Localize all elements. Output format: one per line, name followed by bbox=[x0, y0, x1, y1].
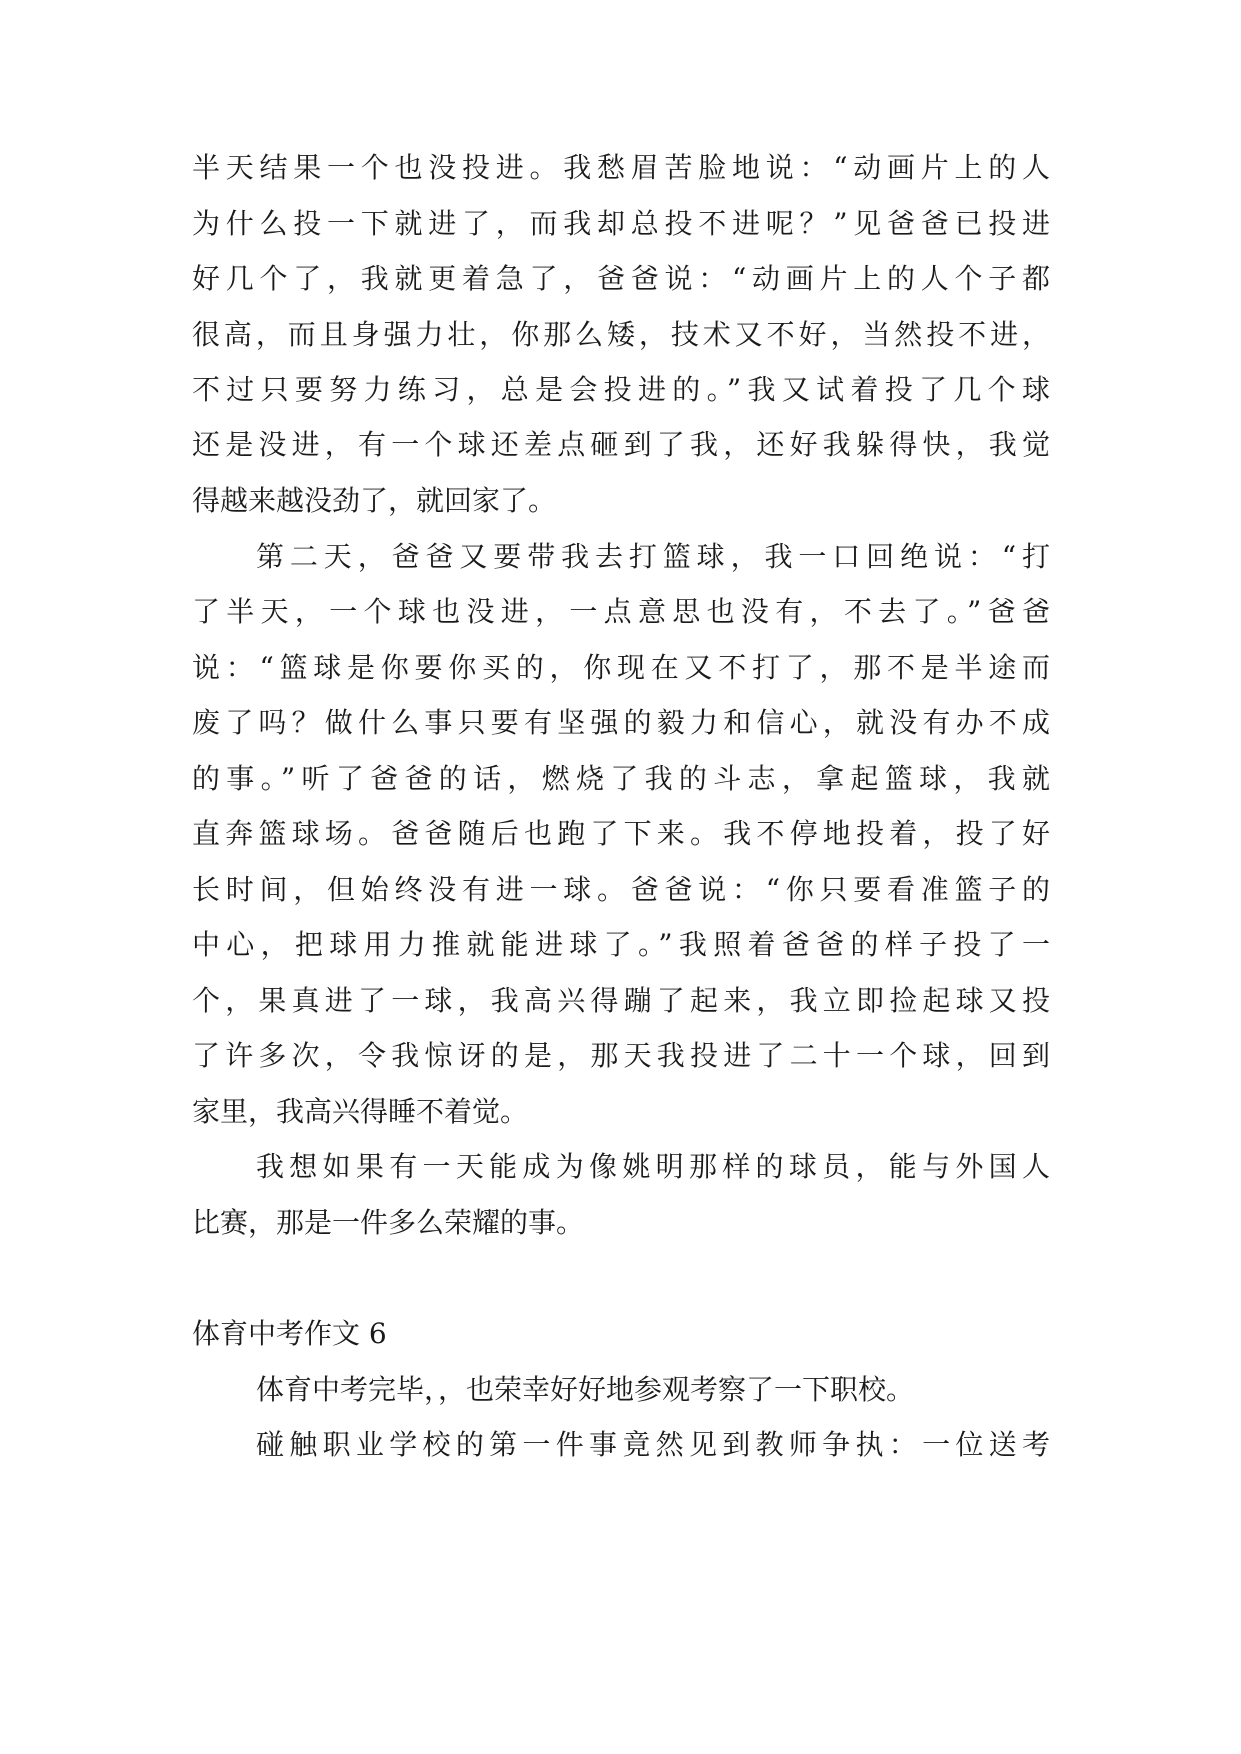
paragraph-1-line: 还是没进，有一个球还差点砸到了我，还好我躲得快，我觉 bbox=[192, 428, 1050, 461]
paragraph-2-line: 说：“篮球是你要你买的，你现在又不打了，那不是半途而 bbox=[192, 651, 1050, 684]
paragraph-3-line: 我想如果有一天能成为像姚明那样的球员，能与外国人 bbox=[256, 1150, 1050, 1183]
paragraph-2-line: 了半天，一个球也没进，一点意思也没有，不去了。”爸爸 bbox=[192, 595, 1050, 628]
paragraph-1-line: 很高，而且身强力壮，你那么矮，技术又不好，当然投不进， bbox=[192, 318, 1050, 351]
section-heading: 体育中考作文 6 bbox=[192, 1317, 387, 1350]
paragraph-1-line: 好几个了，我就更着急了，爸爸说：“动画片上的人个子都 bbox=[192, 262, 1050, 295]
paragraph-2-line: 直奔篮球场。爸爸随后也跑了下来。我不停地投着，投了好 bbox=[192, 817, 1050, 850]
paragraph-5-line: 碰触职业学校的第一件事竟然见到教师争执：一位送考 bbox=[256, 1428, 1050, 1461]
paragraph-2-line: 了许多次，令我惊讶的是，那天我投进了二十一个球，回到 bbox=[192, 1039, 1050, 1072]
paragraph-1-line: 不过只要努力练习，总是会投进的。”我又试着投了几个球 bbox=[192, 373, 1050, 406]
paragraph-2-line: 的事。”听了爸爸的话，燃烧了我的斗志，拿起篮球，我就 bbox=[192, 762, 1050, 795]
paragraph-2-line: 家里，我高兴得睡不着觉。 bbox=[192, 1095, 529, 1128]
paragraph-4-line: 体育中考完毕，，也荣幸好好地参观考察了一下职校。 bbox=[256, 1373, 915, 1406]
paragraph-2-line: 长时间，但始终没有进一球。爸爸说：“你只要看准篮子的 bbox=[192, 873, 1050, 906]
paragraph-1-line: 得越来越没劲了，就回家了。 bbox=[192, 484, 557, 517]
paragraph-2-line: 个，果真进了一球，我高兴得蹦了起来，我立即捡起球又投 bbox=[192, 984, 1050, 1017]
paragraph-2-line: 中心，把球用力推就能进球了。”我照着爸爸的样子投了一 bbox=[192, 928, 1050, 961]
paragraph-1-line: 半天结果一个也没投进。我愁眉苦脸地说：“动画片上的人 bbox=[192, 151, 1050, 184]
paragraph-2-line: 第二天，爸爸又要带我去打篮球，我一口回绝说：“打 bbox=[256, 540, 1050, 573]
paragraph-3-line: 比赛，那是一件多么荣耀的事。 bbox=[192, 1206, 585, 1239]
paragraph-1-line: 为什么投一下就进了，而我却总投不进呢？”见爸爸已投进 bbox=[192, 207, 1050, 240]
paragraph-2-line: 废了吗？做什么事只要有坚强的毅力和信心，就没有办不成 bbox=[192, 706, 1050, 739]
